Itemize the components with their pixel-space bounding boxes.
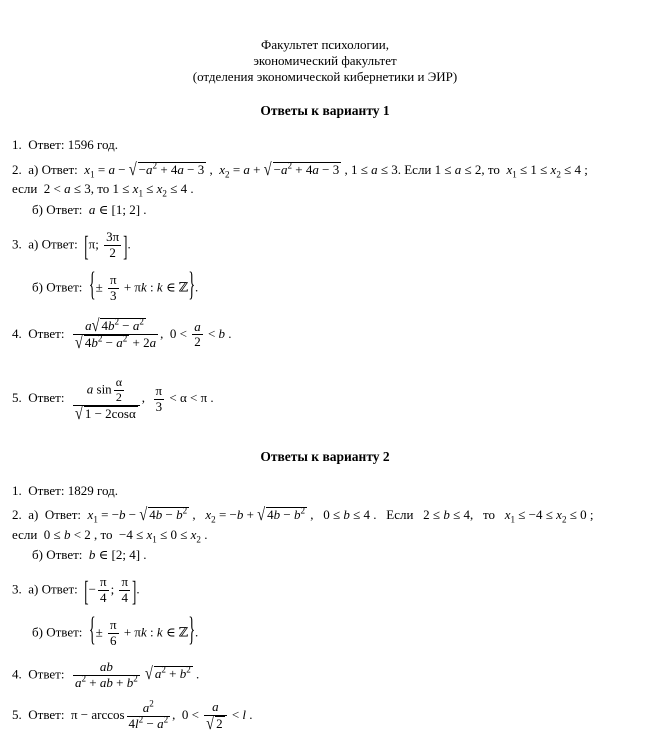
v2-answer-2b: б) Ответ: b ∈ [2; 4] .: [32, 547, 147, 562]
v1-answer-2a-cont: если 2 < a ≤ 3, то $1 \le x_1 \le x_2 \le 4$ .: [12, 181, 194, 199]
v1-answer-3b: б) Ответ: {± $\frac{\pi}{3}$ + πk : k ∈ ℤ}.: [32, 269, 199, 306]
v2-item-5-num: 5.: [12, 707, 22, 723]
v1-item-3-num: 3.: [12, 236, 22, 252]
v2-answer-5: 5. Ответ: π − arccos $\frac{a^2}{4l^2 - a^2}$ , 0 < $\frac{a}{√ 2}$ < l .: [12, 698, 253, 734]
v2-answer-1: 1. Ответ: 1829 год.: [12, 483, 118, 498]
v2-item-2-num: 2.: [12, 507, 22, 522]
variant1-title: Ответы к варианту 1: [260, 103, 390, 118]
v1-item-5-num: 5.: [12, 390, 22, 405]
variant2-title: Ответы к варианту 2: [260, 449, 390, 464]
v1-answer-4: 4. Ответ: $\frac{a√ 4b^2 - a^2}{√ 4b^2 - a^2 + 2a}$ , 0 < $\frac{a}{2}$ < b .: [12, 315, 232, 354]
v1-answer-2a: 2. а) Ответ: $x_1 = a$ − √ $-a^2 + 4a - 3$ , $x_2 = a$ + √ $-a^2 + 4a - 3$ , 1 ≤ a ≤ 3. Если 1 ≤ a ≤ 2, то $x_1 \le 1 \le x_2 \le 4$ ;: [12, 159, 588, 180]
v2-answer-2a-cont: если 0 ≤ b < 2 , то $-4 \le x_1 \le 0 \le x_2$ .: [12, 527, 208, 545]
v2-answer-3a: 3. а) Ответ: [− $\frac{\pi}{4}$ ; $\frac{\pi}{4}$ ].: [12, 573, 140, 607]
v2-answer-3b: б) Ответ: {± $\frac{\pi}{6}$ + πk : k ∈ ℤ}.: [32, 614, 199, 651]
v1-item-2-num: 2.: [12, 162, 22, 177]
header-line-2: экономический факультет: [253, 53, 397, 68]
header-line-1: Факультет психологии,: [261, 37, 389, 52]
v2-item-3-num: 3.: [12, 581, 22, 597]
v1-item-4-num: 4.: [12, 325, 22, 341]
v2-answer-4: 4. Ответ: $\frac{ab}{a^2 + ab + b^2}$ √ $a^2 + b^2$ .: [12, 659, 200, 690]
v1-answer-3a: 3. а) Ответ: [π; $\frac{3\pi}{2}$ ].: [12, 228, 131, 262]
v2-item-4-num: 4.: [12, 666, 22, 682]
v2-item-1-num: 1.: [12, 483, 22, 498]
header-line-3: (отделения экономической кибернетики и ЭИР): [192, 69, 458, 84]
v2-answer-2a: 2. а) Ответ: $x_1 = -b$ − √ $4b - b^2$ , $x_2 = -b$ + √ $4b - b^2$ , 0 ≤ b ≤ 4 . Если 2 ≤ b ≤ 4, то $x_1 \le -4 \le x_2 \le 0$ ;: [12, 504, 594, 525]
v1-answer-2b: б) Ответ: a ∈ [1; 2] .: [32, 202, 147, 217]
v1-item-1-num: 1.: [12, 137, 22, 152]
v1-answer-1: 1. Ответ: 1596 год.: [12, 137, 118, 152]
v1-answer-5: 5. Ответ: a sin $\frac{\alpha}{2}$ √ 1 − 2cosα , $\frac{\pi}{3}$ < α < π .: [12, 375, 214, 424]
